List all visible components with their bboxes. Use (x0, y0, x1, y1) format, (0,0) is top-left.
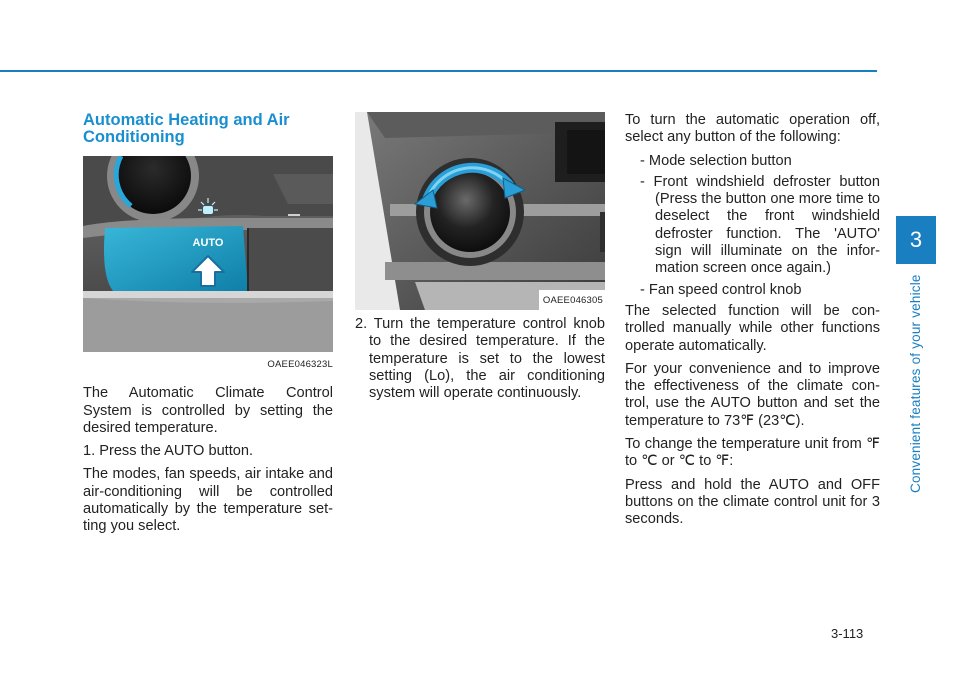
figure-code: OAEE046323L (267, 359, 333, 370)
chapter-title-vertical (905, 268, 925, 493)
header-rule (0, 70, 877, 72)
chapter-number: 3 (909, 227, 923, 252)
auto-button-illustration (83, 156, 333, 352)
intro-paragraph: The Automatic Climate Control System is controlled by setting the desired temperature. (83, 385, 333, 436)
list-item: - Mode selection button (640, 152, 792, 169)
turn-off-intro: To turn the automatic operation off, select any button of the following: (625, 112, 880, 146)
auto-description: The modes, fan speeds, air intake and air-conditioning will be controlled automatically by the temperature set-ting you select. (83, 466, 333, 535)
chapter-title: Convenient features of your vehicle (908, 274, 923, 493)
temperature-knob-illustration (355, 112, 605, 310)
chapter-tab (896, 216, 936, 264)
section-heading: Automatic Heating and Air Conditioning (83, 111, 290, 146)
figure-code: OAEE046305 (539, 290, 605, 310)
column-3 (625, 112, 880, 535)
list-item: - Front windshield defroster button (Press the button one more time to deselect the front windshield defroster function. The 'AUTO' sign will illuminate on the infor-mation screen once again.) (640, 173, 880, 277)
figure-auto-button (83, 156, 333, 352)
page-number: 3-113 (831, 626, 864, 641)
column-2 (355, 112, 605, 408)
manual-note: The selected function will be con-trolled manually while other functions operate automatically. (625, 302, 880, 354)
unit-change-intro: To change the temperature unit from ℉ to ℃ or ℃ to ℉: (625, 436, 880, 470)
convenience-note: For your convenience and to improve the effectiveness of the climate con-trol, use the AUTO button and set the temperature to 73℉ (23℃). (625, 360, 880, 429)
step-1: 1. Press the AUTO button. (83, 443, 254, 460)
list-item: - Fan speed control knob (640, 281, 802, 298)
column-1 (83, 112, 333, 542)
step-2: 2. Turn the temperature control knob to the desired temperature. If the temperature is set to the lowest setting (Lo), the air conditioning system will operate continuously. (355, 316, 605, 402)
unit-change-instruction: Press and hold the AUTO and OFF buttons on the climate control unit for 3 seconds. (625, 476, 880, 528)
figure-temperature-knob (355, 112, 605, 310)
auto-label: AUTO (192, 237, 224, 249)
